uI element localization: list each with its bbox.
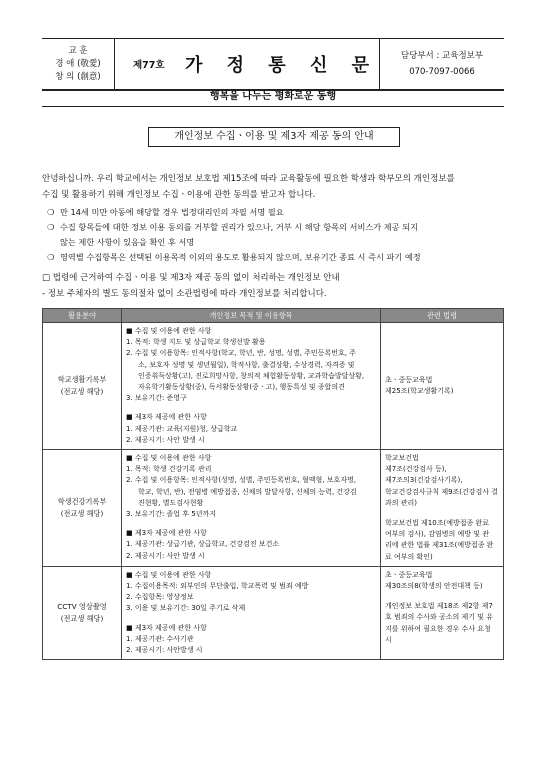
item-line: ■ 수집 및 이용에 관한 사항 [126,327,212,335]
purpose-items [122,450,381,567]
table-row [43,566,504,659]
table-row [43,323,504,450]
item-line: ■ 제3자 제공에 관한 사항 [126,413,207,422]
school-motto [42,39,115,89]
circle-bullet-icon: ❍ [47,252,55,262]
intro-line: 수집 및 활용하기 위해 개인정보 수집ㆍ이용에 관한 동의를 받고자 합니다. [42,190,316,200]
item-line: ■ 수집 및 이용에 관한 사항 [126,454,212,463]
law-line: 학교보건법 [385,454,419,463]
item-line: ■ 제3자 제공에 관한 사항 [126,529,207,538]
newsletter-title: 가 정 통 신 문 [185,55,379,76]
law-line: 호 범죄의 수사와 공소의 제기 및 유 [385,613,494,622]
motto-line: 창 의 (創意) [55,71,101,82]
law-line: 제25조(학교생활기록) [385,387,454,396]
bullet-item [47,220,502,250]
field-name: 학교생활기록부 [57,375,107,385]
title-area [115,39,380,89]
related-law [381,566,504,659]
law-line: 여부의 검사), 감염병의 예방 및 관 [385,530,489,539]
issue-number: 제77호 [133,60,165,71]
collection-block [126,453,376,520]
item-line: 1. 목적: 학생 지도 및 상급학교 학생선발 활용 [126,338,266,347]
item-line: 2. 제공시기: 사안발생 시 [126,646,203,655]
related-law [381,450,504,567]
column-header: 활용분야 [43,309,122,323]
collection-block [126,570,376,615]
spacer [385,509,499,518]
notice-title: 개인정보 수집ㆍ이용 및 제3자 제공 동의 안내 [148,127,400,147]
item-line: ■ 제3자 제공에 관한 사항 [126,623,207,632]
law-line: 료 여부의 확인) [385,552,433,561]
contact-info [380,39,504,89]
motto-line: 경 애 (敬愛) [55,58,101,69]
table-row [43,450,504,567]
law-line: 과의 관리) [385,498,418,507]
item-line: 2. 제공시기: 사안 발생 시 [126,551,205,560]
collection-block [126,326,376,404]
item-line: 2. 제공시기: 사안 발생 시 [126,435,205,444]
item-line: 1. 제공기관: 수사기관 [126,634,194,643]
item-line: 1. 수집이용목적: 외부인의 무단출입, 학교폭력 및 범죄 예방 [126,582,309,591]
law-line: 학교건강검사규칙 제9조(건강검사 결 [385,487,499,496]
third-party-block [126,528,376,562]
purpose-items [122,566,381,659]
spacer [385,592,499,601]
field-scope: (전교생 해당) [60,614,104,624]
law-line: 지를 위하여 필요한 경우 수사 요청 시 [385,624,491,644]
field-name: CCTV 영상촬영 [57,602,107,612]
usage-field [43,450,122,567]
law-line: 제30조의8(학생의 안전대책 등) [385,582,483,591]
circle-bullet-icon: ❍ [47,207,55,217]
item-line: 1. 제공기관: 상급기관, 상급학교, 건강검진 보건소 [126,540,280,549]
law-line: 리에 관한 법률 제31조(예방접종 완 [385,541,494,550]
item-line: ■ 수집 및 이용에 관한 사항 [126,570,212,579]
law-line: 학교보건법 제10조(예방접종 완료 [385,519,489,528]
column-header: 관련 법령 [381,309,504,323]
section-subtext: - 정보 주체자의 별도 동의절차 없이 소관법령에 따라 개인정보를 처리합니다. [42,289,327,299]
item-line: 진현황, 별도검사현황 [138,498,204,507]
bullet-text: 만 14세 미만 아동에 해당할 경우 법정대리인의 자필 서명 필요 [60,207,284,217]
field-name: 학생건강기록부 [57,497,107,507]
item-line: 3. 보유기간: 준영구 [126,394,187,403]
bullet-item [47,205,502,220]
item-line: 3. 이용 및 보유기간: 30일 주기로 삭제 [126,604,246,613]
usage-field [43,566,122,659]
law-line: 개인정보 보호법 제18조 제2항 제7 [385,602,493,611]
third-party-block [126,412,376,446]
usage-field [43,323,122,450]
newsletter-header [42,38,504,91]
item-line: 2. 수집항목: 영상정보 [126,593,194,602]
third-party-block [126,623,376,657]
slogan: 행복을 나누는 평화로운 동행 [42,88,504,107]
motto-line: 교 훈 [68,45,88,56]
intro-line: 안녕하십니까. 우리 학교에서는 개인정보 보호법 제15조에 따라 교육활동에 필요한 학생과 학부모의 개인정보를 [42,174,455,184]
item-line: 자유학기활동상황(중), 독서활동상황(중ㆍ고), 행동특성 및 종합의견 [138,383,345,392]
field-scope: (전교생 해당) [60,508,104,518]
purpose-items [122,323,381,450]
intro-paragraph [42,171,504,203]
table-header-row [43,309,504,323]
phone-number: 070-7097-0066 [409,67,475,77]
law-line: 제7조의3(건강검사기록), [385,476,463,485]
item-line: 인증취득상황(고), 진로희망사항, 창의적 체험활동상황, 교과학습발달상황, [138,371,365,380]
item-line: 2. 수집 및 이용항목: 인적사항(성명, 성별, 주민등록번호, 혈액형, 보호자명, [126,476,357,485]
law-line: 초ㆍ중등교육법 [385,570,433,579]
related-law [381,323,504,450]
department: 담당부서 : 교육정보부 [400,51,484,61]
bullet-text: 수집 항목들에 대한 정보 이용 동의를 거부할 권리가 있으나, 거부 시 해당 항목의 서비스가 제공 되지 [60,222,419,232]
section-heading: □ 법령에 근거하여 수집ㆍ이용 및 제3자 제공 동의 없이 처리하는 개인정보 안내 [42,273,340,283]
bullet-text: 영역별 수집항목은 선택된 이용목적 이외의 용도로 활용되지 않으며, 보유기간 종료 시 즉시 파기 예정 [60,252,421,262]
item-line: 1. 목적: 학생 건강기록 관리 [126,465,212,474]
bullet-item [47,250,502,265]
item-line: 3. 보유기간: 졸업 후 5년까지 [126,510,217,519]
privacy-table [42,308,504,660]
item-line: 2. 수집 및 이용항목: 인적사항(학교, 학년, 반, 성명, 성별, 주민등록번호, 주 [126,349,356,358]
item-line: 1. 제공기관: 교육(지원)청, 상급학교 [126,424,238,433]
law-line: 제7조(건강검사 등), [385,465,447,474]
law-line: 초ㆍ중등교육법 [385,375,433,384]
column-header: 개인정보 목적 및 이용항목 [122,309,381,323]
circle-bullet-icon: ❍ [47,222,55,232]
bullet-text: 않는 제한 사항이 있음을 확인 후 서명 [60,237,195,247]
item-line: 소, 보호자 성명 및 생년월일), 학적사항, 출결상황, 수상경력, 자격증 및 [138,360,355,369]
item-line: 학교, 학년, 반), 전염병 예방접종, 신체의 발달사항, 신체의 능력, 건강검 [138,487,357,496]
field-scope: (전교생 해당) [60,387,104,397]
